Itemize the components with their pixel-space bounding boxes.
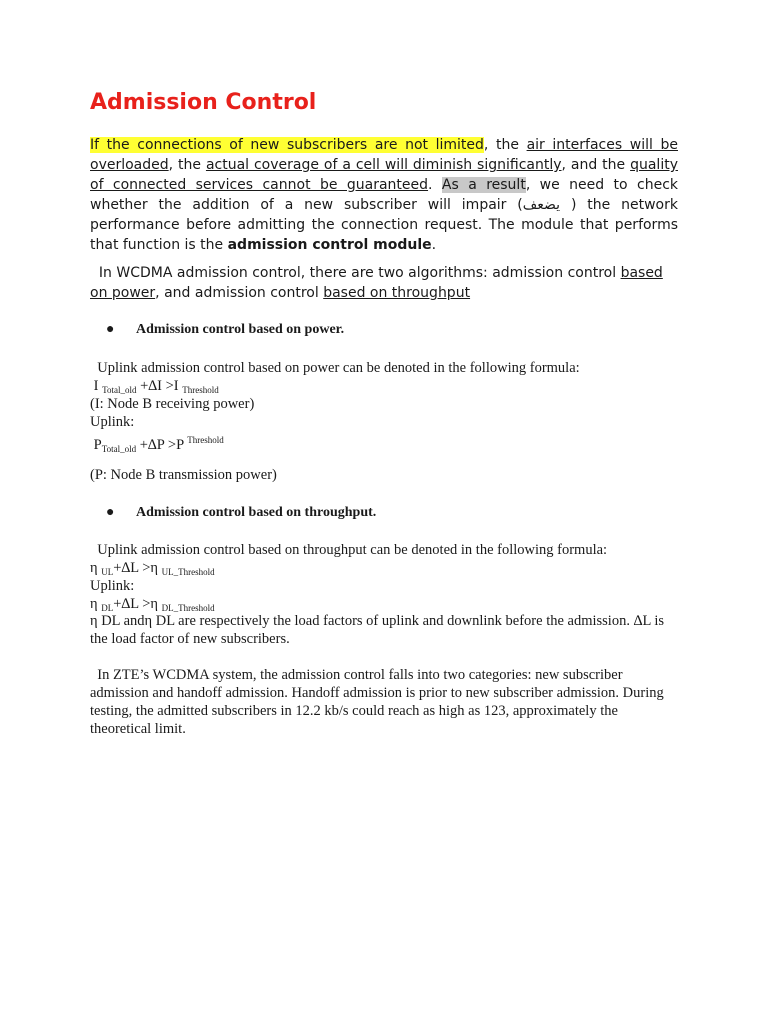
uplink-label: Uplink:: [90, 578, 135, 594]
uplink-label: Uplink:: [90, 414, 135, 430]
formula-text: η: [90, 560, 102, 576]
text-span: .: [428, 177, 442, 193]
underlined-text: actual coverage of a cell will diminish significantly: [205, 157, 562, 173]
underlined-text: based on power: [90, 265, 663, 301]
text-span: In WCDMA admission control, there are two algorithms: admission control: [90, 265, 621, 281]
formula-text: +∆L >η: [113, 560, 162, 576]
underlined-text: quality of connected services cannot be guaranteed: [90, 157, 678, 193]
formula-subscript: Total_old: [102, 385, 137, 395]
formula-subscript: UL_Threshold: [161, 567, 215, 577]
arabic-word: يضعف: [522, 197, 561, 213]
load-factor-explanation: η DL andη DL are respectively the load factors of uplink and downlink before the admission. ∆L is the load factor of new subscribers.: [90, 613, 665, 647]
bullet-label: Admission control based on power.: [136, 322, 345, 337]
bullet-label: Admission control based on throughput.: [136, 505, 377, 520]
text-span: , and the: [561, 157, 631, 173]
text-span: , the: [168, 157, 206, 173]
text-span: , we need to check whether the addition of a new subscriber will impair (: [90, 177, 679, 213]
formula-note: (I: Node B receiving power): [90, 396, 255, 412]
formula-text: I: [90, 378, 103, 394]
formula-subscript: Total_old: [101, 444, 137, 454]
bold-term: admission control module: [227, 237, 432, 253]
formula-text: P: [90, 437, 102, 453]
bullet-icon: ●: [106, 505, 115, 520]
formula-intro: Uplink admission control based on throughput can be denoted in the following formula:: [90, 542, 608, 558]
text-span: , and admission control: [155, 285, 324, 301]
text-span: .: [431, 237, 437, 253]
formula-subscript: DL_Threshold: [161, 603, 215, 613]
formula-text: +∆I >I: [136, 378, 183, 394]
formula-note: (P: Node B transmission power): [90, 467, 277, 483]
formula-superscript: Threshold: [187, 435, 224, 445]
zte-paragraph: In ZTE’s WCDMA system, the admission control falls into two categories: new subscriber admission and handoff admission. Handoff admission is prior to new subscriber admission. During testing, the admitted subscribers in 12.2 kb/s could reach as high as 123, approximately the theoretical limit.: [90, 667, 668, 737]
underlined-text: air interfaces will be overloaded: [90, 137, 678, 173]
highlight-text: If the connections of new subscribers are not limited: [90, 137, 484, 153]
formula-line: [90, 431, 224, 458]
formula-text: +∆P >P: [136, 437, 188, 453]
highlight-text-gray: As a result: [441, 177, 526, 193]
formula-text: η: [90, 596, 102, 612]
text-span: ) the network performance before admitting the connection request. The module that performs that function is the: [90, 197, 678, 253]
formula-subscript: UL: [101, 567, 114, 577]
algorithms-paragraph: [90, 263, 678, 303]
text-span: , the: [483, 137, 527, 153]
formula-subscript: DL: [101, 603, 114, 613]
underlined-text: based on throughput: [323, 285, 471, 301]
page-title: Admission Control: [90, 90, 317, 115]
intro-paragraph: [90, 135, 678, 255]
bullet-icon: ●: [106, 322, 115, 337]
formula-text: +∆L >η: [113, 596, 162, 612]
formula-intro: Uplink admission control based on power can be denoted in the following formula:: [90, 360, 580, 376]
formula-subscript: Threshold: [182, 385, 219, 395]
